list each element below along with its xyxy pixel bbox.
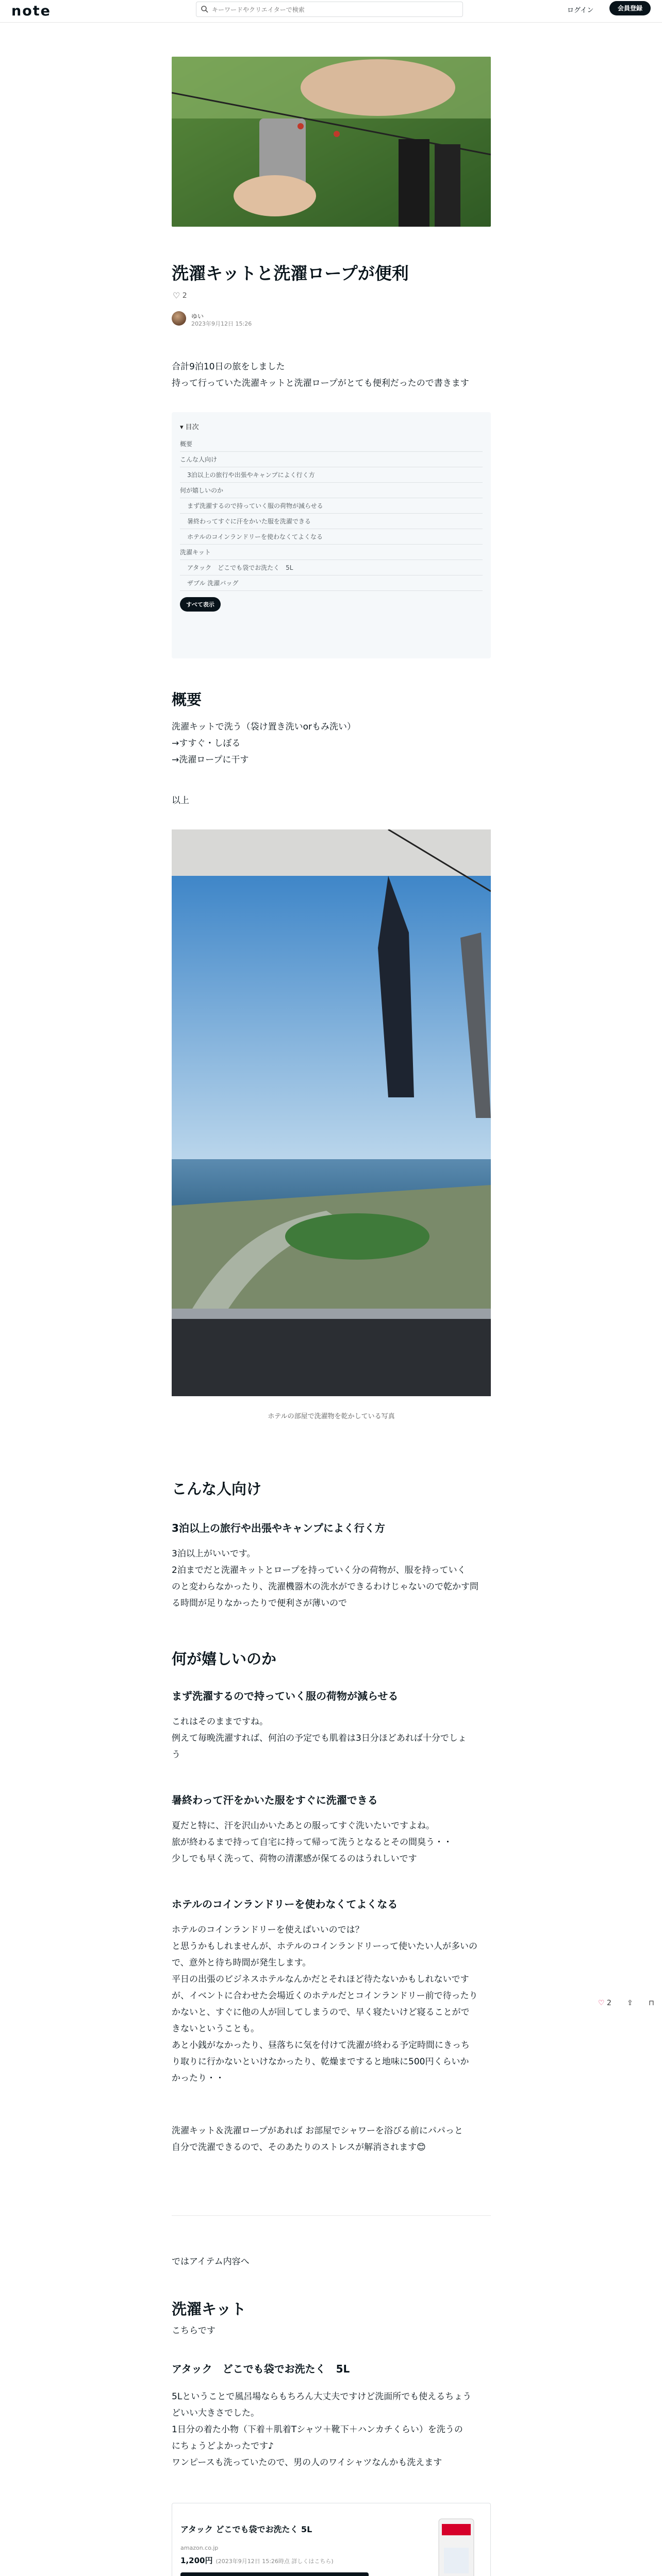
kit-sub: こちらです [172, 2326, 216, 2336]
heart-icon: ♡ [598, 1999, 605, 2007]
benefit-summary [172, 2123, 491, 2156]
avatar[interactable] [172, 311, 186, 326]
text-line: と思うかもしれませんが、ホテルのコインランドリーって使いたい人が多いの [172, 1941, 477, 1952]
side-like-button[interactable]: ♡ 2 [598, 1999, 611, 2007]
heart-icon: ♡ [173, 291, 180, 300]
subheading-benefit-1: まず洗濯するので持っていく服の荷物が減らせる [172, 1690, 399, 1702]
search-input[interactable] [212, 4, 454, 15]
product-heading-attack: アタック どこでも袋でお洗たく 5L [172, 2363, 350, 2375]
benefit-1-text [172, 1714, 491, 1763]
text-line: これはそのままですね。 [172, 1717, 268, 1727]
text-line: 3泊以上がいいです。 [172, 1549, 256, 1559]
table-of-contents [172, 412, 491, 658]
text-line: ワンピースも洗っていたので、男の人のワイシャツなんかも洗えます [172, 2458, 442, 2468]
search-icon [201, 5, 209, 13]
product-card-attack[interactable] [172, 2503, 491, 2576]
text-line: 例えて毎晩洗濯すれば、何泊の予定でも肌着は3日分ほどあれば十分でしょ [172, 1733, 467, 1743]
section-heading-kit: 洗濯キット [172, 2300, 246, 2318]
text-line: ホテルのコインランドリーを使えばいいのでは？ [172, 1925, 364, 1935]
divider [172, 2215, 491, 2216]
text-line: きないということも。 [172, 2024, 259, 2034]
overview-text [172, 719, 491, 768]
intro-text [172, 359, 491, 392]
toc-item[interactable]: こんな人向け [180, 452, 483, 467]
text-line: 1日分の着た小物（下着＋肌着Tシャツ＋靴下＋ハンカチくらい）を洗うの [172, 2425, 463, 2435]
product-price: 1,200円 (2023年9月12日 15:26時点 詳しくはこちら) [180, 2556, 334, 2565]
overview-line: →すすぐ・しぼる [172, 738, 241, 749]
text-line: 自分で洗濯できるので、そのあたりのストレスが解消されます😊 [172, 2142, 426, 2153]
toc-item[interactable]: 洗濯キット [180, 545, 483, 560]
like-count: 2 [182, 292, 187, 300]
text-line: う [172, 1750, 180, 1760]
text-line: 少しでも早く洗って、荷物の清潔感が保てるのはうれしいです [172, 1854, 417, 1864]
author-name[interactable]: ゆい [191, 313, 204, 320]
toc-item[interactable]: 何が嬉しいのか [180, 483, 483, 498]
text-line: 洗濯キット＆洗濯ロープがあれば お部屋でシャワーを浴びる前にパパっと [172, 2126, 463, 2136]
text-line: で、意外と待ち時間が発生します。 [172, 1958, 311, 1968]
toc-heading[interactable]: ▾ 目次 [180, 423, 199, 431]
subheading-benefit-3: ホテルのコインランドリーを使わなくてよくなる [172, 1898, 398, 1910]
toc-item[interactable]: 概要 [180, 436, 483, 452]
article-title: 洗濯キットと洗濯ロープが便利 [172, 263, 409, 283]
subheading-target: 3泊以上の旅行や出張やキャンプによく行く方 [172, 1522, 385, 1534]
toc-item[interactable]: ザブル 洗濯バッグ [180, 575, 483, 591]
floating-actions [598, 1999, 660, 2011]
product-thumbnail [432, 2517, 481, 2576]
bookmark-icon[interactable]: ⊓ [649, 1999, 654, 2007]
toc-item[interactable]: まず洗濯するので持っていく服の荷物が減らせる [180, 498, 483, 514]
intro-line: 合計9泊10日の旅をしました [172, 362, 285, 372]
product-title[interactable]: アタック どこでも袋でお洗たく 5L [180, 2524, 312, 2534]
toc-item[interactable]: ホテルのコインランドリーを使わなくてよくなる [180, 529, 483, 545]
note-logo[interactable]: note [11, 3, 51, 19]
product-seller: amazon.co.jp [180, 2545, 219, 2551]
benefit-3-text [172, 1922, 491, 2087]
overview-line: 洗濯キットで洗う（袋け置き洗いorもみ洗い） [172, 722, 356, 732]
toc-item[interactable]: 暑終わってすぐに汗をかいた服を洗濯できる [180, 514, 483, 529]
overview-ending: 以上 [172, 795, 189, 806]
overview-line: →洗濯ロープに干す [172, 755, 249, 765]
login-link[interactable]: ログイン [567, 7, 594, 14]
toc-show-all-button[interactable]: すべて表示 [180, 597, 221, 612]
toc-item[interactable]: 3泊以上の旅行や出張やキャンプによく行く方 [180, 467, 483, 483]
intro-line: 持って行っていた洗濯キットと洗濯ロープがとても便利だったので書きます [172, 378, 469, 388]
photo-caption: ホテルの部屋で洗濯物を乾かしている写真 [268, 1413, 395, 1420]
search-box[interactable] [196, 2, 463, 17]
section-heading-benefits: 何が嬉しいのか [172, 1650, 277, 1668]
text-line: 夏だと特に、汗を沢山かいたあとの服ってすぐ洗いたいですよね。 [172, 1821, 435, 1831]
target-text [172, 1546, 491, 1612]
text-line: あと小銭がなかったり、昼落ちに気を付けて洗濯が終わる予定時間にきっち [172, 2040, 470, 2050]
subheading-benefit-2: 暑終わって汗をかいた服をすぐに洗濯できる [172, 1794, 378, 1806]
items-intro: ではアイテム内容へ [172, 2257, 250, 2267]
text-line: 平日の出張のビジネスホテルなんかだとそれほど待たないかもしれないです [172, 1974, 469, 1985]
hero-image [172, 57, 491, 227]
text-line: が、イベントに合わせた会場近くのホテルだとコインランドリー前で待ったり [172, 1991, 478, 2001]
toc-item[interactable]: アタック どこでも袋でお洗たく 5L [180, 560, 483, 575]
like-button[interactable] [173, 291, 187, 300]
text-line: る時間が足りなかったりで便利さが薄いので [172, 1598, 347, 1608]
share-icon[interactable]: ⇪ [627, 1999, 633, 2007]
text-line: 5Lということで風呂場ならもちろん大丈夫ですけど洗面所でも使えるちょう [172, 2392, 472, 2402]
section-heading-target: こんな人向け [172, 1480, 262, 1498]
text-line: 2泊までだと洗濯キットとロープを持っていく分の荷物が、服を持っていく [172, 1565, 466, 1575]
publish-date: 2023年9月12日 15:26 [191, 320, 252, 327]
text-line: かったり・・ [172, 2073, 224, 2083]
text-line: り取りに行かないといけなかったり、乾燥まですると地味に500円くらいか [172, 2057, 469, 2067]
text-line: 旅が終わるまで持って自宅に持って帰って洗うとなるとその間臭う・・ [172, 1837, 452, 1848]
text-line: かないと、すぐに他の人が回してしまうので、早く寝たいけど寝ることがで [172, 2007, 470, 2018]
attack-description [172, 2388, 491, 2471]
amazon-buy-button[interactable] [180, 2572, 369, 2576]
benefit-2-text [172, 1818, 491, 1867]
text-line: にちょうどよかったです♪ [172, 2441, 274, 2451]
signup-button[interactable]: 会員登録 [609, 1, 651, 15]
text-line: のと変わらなかったり、洗濯機器木の洗水ができるわけじゃないので乾かす問 [172, 1582, 478, 1592]
global-header [0, 0, 662, 23]
text-line: どいい大きさでした。 [172, 2408, 259, 2418]
section-heading-overview: 概要 [172, 691, 202, 708]
hotel-laundry-photo [172, 829, 491, 1396]
